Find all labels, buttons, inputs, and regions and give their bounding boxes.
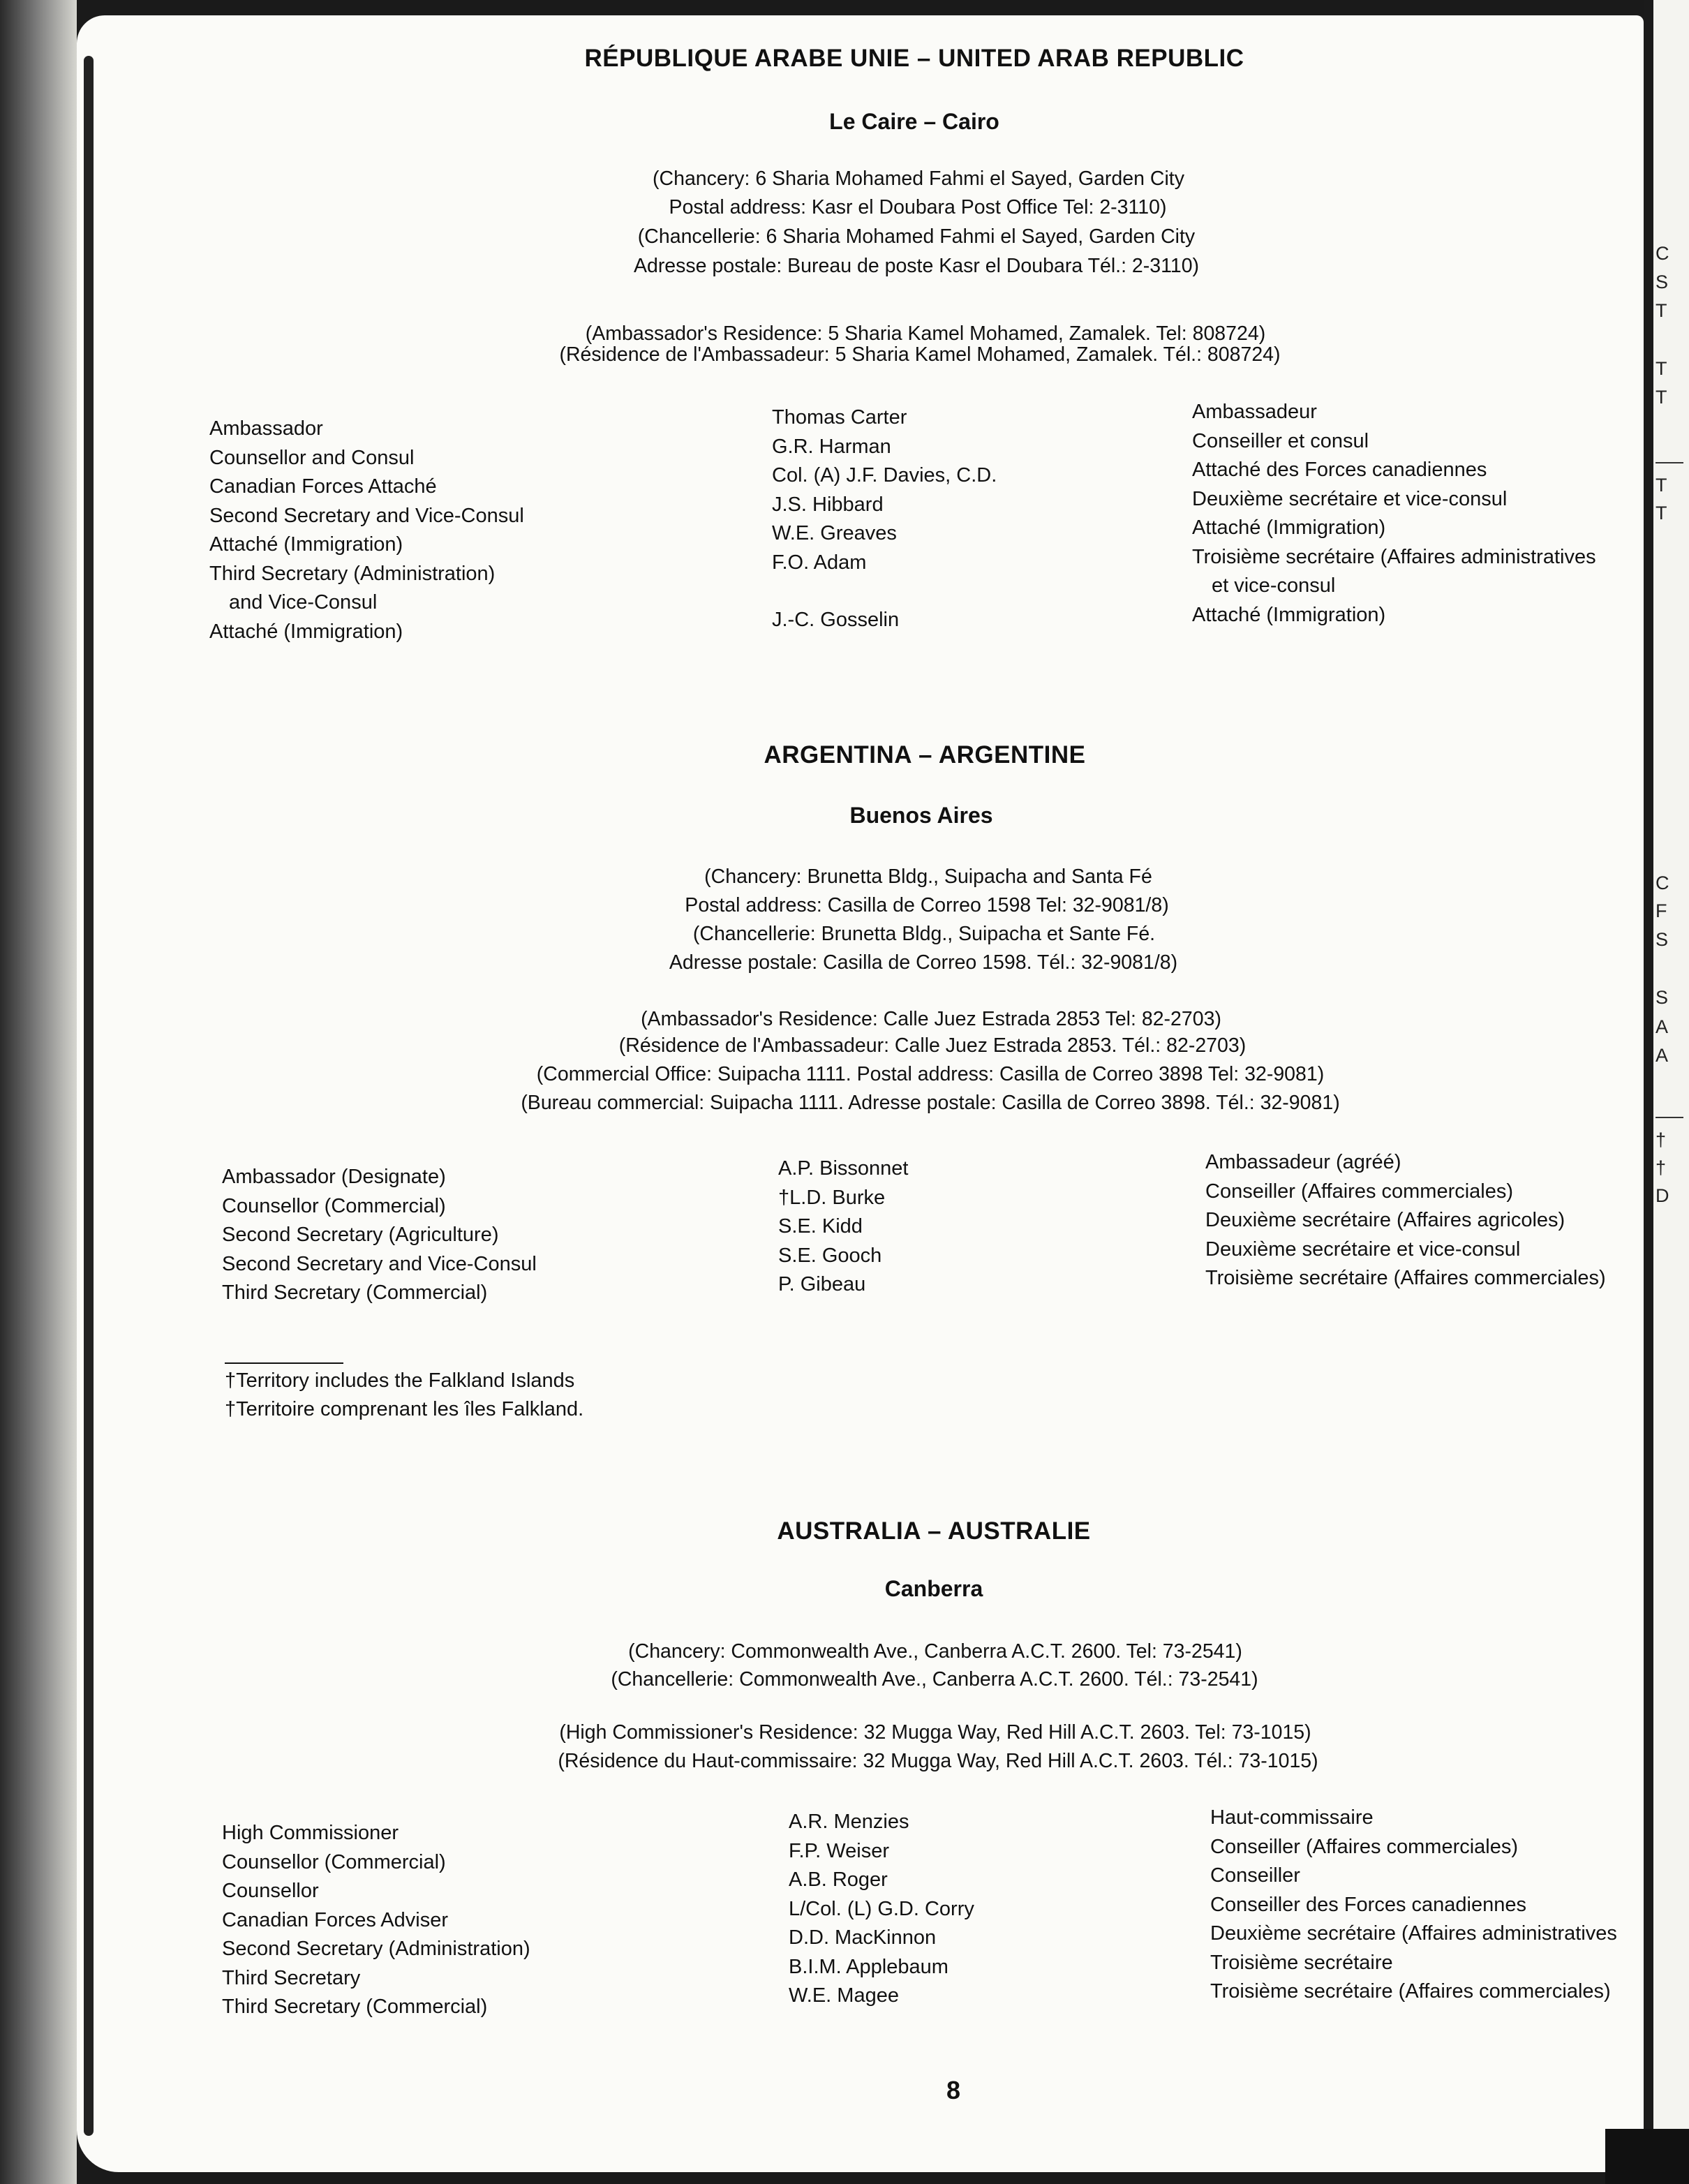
page-number: 8 [946, 2076, 961, 2104]
title-en: Canadian Forces Attaché [209, 475, 437, 498]
staff-name: F.O. Adam [772, 551, 867, 574]
title-en: Third Secretary [222, 1966, 361, 1989]
edge-letter: D [1655, 1185, 1669, 1206]
address-line: (Chancery: Commonwealth Ave., Canberra A.C.T. 2600. Tel: 73-2541) [628, 1640, 1242, 1663]
edge-rule [1655, 1117, 1683, 1118]
address-line: Postal address: Casilla de Correo 1598 Tel: 32-9081/8) [685, 894, 1169, 916]
edge-letter: A [1655, 1016, 1669, 1037]
staff-name: S.E. Kidd [778, 1215, 863, 1238]
title-en: Second Secretary (Agriculture) [222, 1224, 499, 1246]
address-line: (Bureau commercial: Suipacha 1111. Adresse postale: Casilla de Correo 3898. Tél.: 32-9081) [521, 1092, 1340, 1114]
edge-letter: T [1655, 358, 1667, 379]
footnote-rule [225, 1362, 343, 1364]
address-line: (Ambassador's Residence: Calle Juez Estrada 2853 Tel: 82-2703) [641, 1008, 1221, 1030]
edge-rule [1655, 462, 1683, 463]
title-fr: Troisième secrétaire (Affaires commerciales) [1210, 1980, 1611, 2003]
staff-name: J.S. Hibbard [772, 493, 884, 516]
address-line: (Ambassador's Residence: 5 Sharia Kamel Mohamed, Zamalek. Tel: 808724) [585, 322, 1266, 345]
address-line: Adresse postale: Bureau de poste Kasr el Doubara Tél.: 2-3110) [633, 255, 1200, 277]
title-en: Attaché (Immigration) [209, 620, 403, 643]
staff-name: J.-C. Gosselin [772, 609, 900, 631]
staff-titles-en [209, 415, 524, 646]
title-fr: Troisième secrétaire [1210, 1951, 1393, 1974]
footnote-en: †Territory includes the Falkland Islands [225, 1369, 575, 1392]
adjacent-page-strip [1644, 0, 1689, 2184]
title-en: Counsellor and Consul [209, 446, 415, 469]
spacer [772, 577, 997, 606]
address-line: (Chancery: Brunetta Bldg., Suipacha and Santa Fé [704, 866, 1152, 888]
title-fr: Troisième secrétaire (Affaires administratives [1192, 545, 1596, 568]
title-fr: Ambassadeur [1192, 401, 1317, 423]
edge-letter: T [1655, 503, 1667, 523]
staff-name: A.R. Menzies [789, 1811, 909, 1833]
edge-letter: † [1655, 1129, 1667, 1150]
footnote [225, 1367, 583, 1424]
title-fr: Deuxième secrétaire et vice-consul [1192, 487, 1508, 510]
address-line: (Chancellerie: Brunetta Bldg., Suipacha et Sante Fé. [692, 923, 1156, 945]
title-fr: Attaché (Immigration) [1192, 603, 1386, 626]
staff-name: A.P. Bissonnet [778, 1157, 909, 1180]
title-en: High Commissioner [222, 1822, 399, 1844]
staff-name: F.P. Weiser [789, 1839, 889, 1862]
staff-names [772, 403, 997, 635]
section-city-buenos-aires: Buenos Aires [849, 803, 993, 828]
title-en: Ambassador [209, 417, 323, 440]
address-line: (Résidence du Haut-commissaire: 32 Mugga Way, Red Hill A.C.T. 2603. Tél.: 73-1015) [558, 1750, 1318, 1772]
title-en: and Vice-Consul [229, 591, 378, 614]
title-fr: Conseiller et consul [1192, 429, 1369, 452]
staff-name: Col. (A) J.F. Davies, C.D. [772, 464, 997, 486]
page-left-edge-shadow [0, 0, 77, 2184]
title-en: Counsellor [222, 1880, 319, 1902]
title-en: Third Secretary (Administration) [209, 562, 496, 585]
edge-letter: S [1655, 987, 1669, 1008]
title-en: Second Secretary and Vice-Consul [209, 504, 524, 527]
title-fr: Conseiller [1210, 1864, 1300, 1887]
title-en: Second Secretary (Administration) [222, 1938, 530, 1960]
staff-name: A.B. Roger [789, 1869, 888, 1891]
edge-letter: F [1655, 900, 1667, 921]
title-fr: Conseiller (Affaires commerciales) [1210, 1835, 1519, 1858]
address-line: (Résidence de l'Ambassadeur: Calle Juez Estrada 2853. Tél.: 82-2703) [618, 1034, 1247, 1057]
staff-titles-fr [1205, 1148, 1606, 1293]
title-en: Third Secretary (Commercial) [222, 1996, 488, 2018]
address-line: Postal address: Kasr el Doubara Post Office Tel: 2-3110) [669, 196, 1167, 218]
staff-name: †L.D. Burke [778, 1186, 886, 1209]
title-en: Ambassador (Designate) [222, 1166, 446, 1188]
staff-titles-fr [1210, 1804, 1617, 2007]
footnote-fr: †Territoire comprenant les îles Falkland. [225, 1398, 584, 1420]
staff-titles-en [222, 1819, 530, 2022]
address-line: (Chancellerie: Commonwealth Ave., Canberra A.C.T. 2600. Tél.: 73-2541) [611, 1668, 1258, 1691]
staff-name: S.E. Gooch [778, 1244, 882, 1267]
title-en: Second Secretary and Vice-Consul [222, 1252, 537, 1275]
section-title-australia: AUSTRALIA – AUSTRALIE [777, 1517, 1091, 1545]
title-fr: Deuxième secrétaire (Affaires agricoles) [1205, 1209, 1565, 1231]
title-en: Third Secretary (Commercial) [222, 1282, 488, 1304]
title-en: Counsellor (Commercial) [222, 1194, 446, 1217]
staff-names [778, 1154, 908, 1300]
staff-names [789, 1808, 974, 2011]
section-title-argentina: ARGENTINA – ARGENTINE [764, 741, 1086, 768]
staff-name: Thomas Carter [772, 406, 907, 429]
edge-letter: T [1655, 300, 1667, 321]
staff-titles-en [222, 1163, 537, 1308]
section-city-cairo: Le Caire – Cairo [829, 109, 999, 134]
address-line: (Chancery: 6 Sharia Mohamed Fahmi el Sayed, Garden City [653, 168, 1184, 190]
address-line: (Commercial Office: Suipacha 1111. Postal address: Casilla de Correo 3898 Tel: 32-9081) [536, 1063, 1325, 1085]
address-line: (Résidence de l'Ambassadeur: 5 Sharia Kamel Mohamed, Zamalek. Tél.: 808724) [559, 343, 1281, 366]
staff-name: L/Col. (L) G.D. Corry [789, 1897, 974, 1920]
staff-name: P. Gibeau [778, 1273, 866, 1295]
scan-corner-shadow [1605, 2129, 1689, 2184]
staff-name: B.I.M. Applebaum [789, 1955, 948, 1978]
section-title-uar: RÉPUBLIQUE ARABE UNIE – UNITED ARAB REPUBLIC [584, 45, 1244, 72]
address-line: Adresse postale: Casilla de Correo 1598. Tél.: 32-9081/8) [669, 951, 1178, 974]
title-fr: Ambassadeur (agréé) [1205, 1151, 1401, 1173]
staff-titles-fr [1192, 398, 1596, 630]
staff-name: W.E. Greaves [772, 522, 897, 544]
address-line: (High Commissioner's Residence: 32 Mugga Way, Red Hill A.C.T. 2603. Tel: 73-1015) [559, 1721, 1311, 1744]
title-fr: Attaché des Forces canadiennes [1192, 459, 1487, 481]
staff-name: W.E. Magee [789, 1984, 899, 2007]
title-en: Counsellor (Commercial) [222, 1850, 446, 1873]
title-fr: Conseiller (Affaires commerciales) [1205, 1180, 1514, 1203]
title-fr: Conseiller des Forces canadiennes [1210, 1893, 1526, 1916]
binding-edge [84, 56, 94, 2136]
address-line: (Chancellerie: 6 Sharia Mohamed Fahmi el Sayed, Garden City [637, 225, 1196, 248]
edge-letter: C [1655, 872, 1669, 893]
title-fr: Attaché (Immigration) [1192, 517, 1386, 539]
edge-letter: A [1655, 1045, 1669, 1066]
staff-name: G.R. Harman [772, 435, 891, 458]
title-fr: Troisième secrétaire (Affaires commerciales) [1205, 1267, 1606, 1289]
section-city-canberra: Canberra [884, 1576, 983, 1601]
edge-letter: T [1655, 475, 1667, 496]
edge-letter: S [1655, 929, 1669, 950]
staff-name: D.D. MacKinnon [789, 1926, 937, 1949]
title-fr: Haut-commissaire [1210, 1806, 1374, 1829]
edge-letter: T [1655, 387, 1667, 408]
edge-letter: C [1655, 243, 1669, 264]
title-fr: et vice-consul [1212, 574, 1336, 597]
title-en: Canadian Forces Adviser [222, 1908, 448, 1931]
title-en: Attaché (Immigration) [209, 533, 403, 556]
title-fr: Deuxième secrétaire et vice-consul [1205, 1238, 1521, 1261]
title-fr: Deuxième secrétaire (Affaires administratives [1210, 1922, 1617, 1945]
edge-letter: † [1655, 1157, 1667, 1178]
edge-letter: S [1655, 272, 1669, 292]
